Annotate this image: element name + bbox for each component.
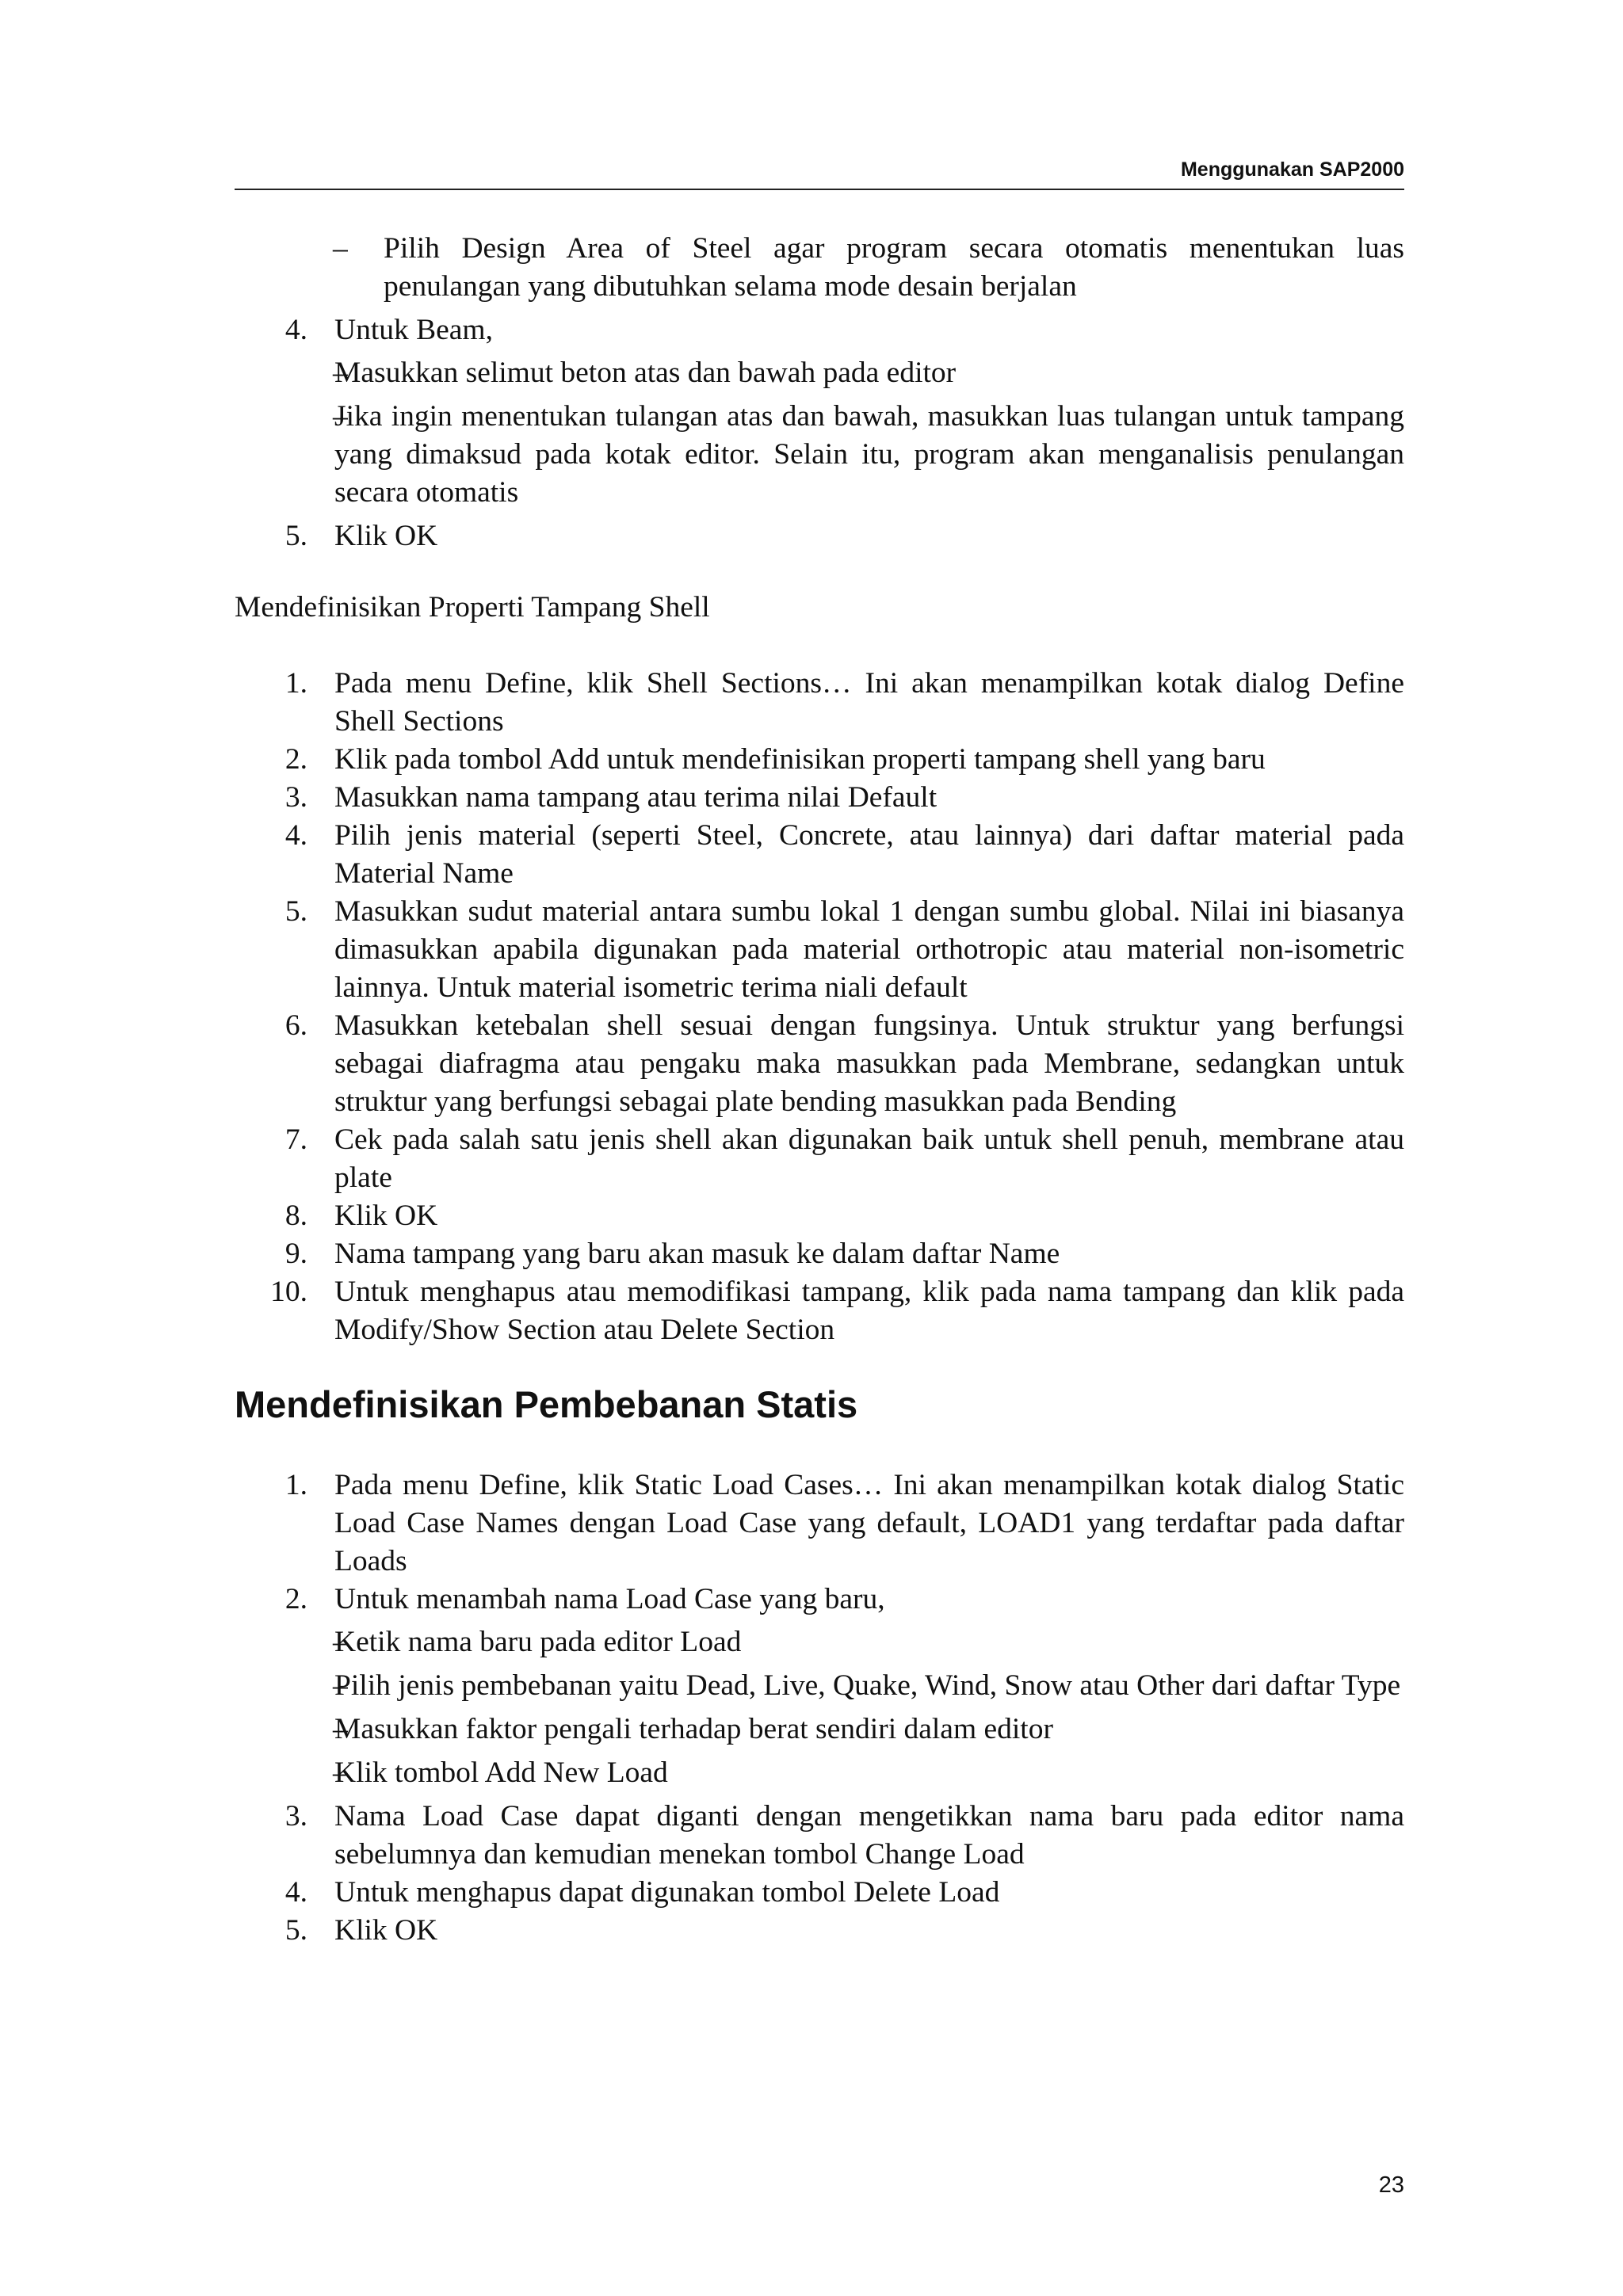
item-text: Masukkan ketebalan shell sesuai dengan fungsinya. Untuk struktur yang berfungsi sebagai diafragma atau pengaku maka masukkan pada Membrane, sedangkan untuk struktur yang berfungsi sebagai plate bending masukkan pada Bending [334,1009,1404,1118]
static-load-steps-list [235,1466,1404,1950]
item-number: 2. [285,1583,307,1615]
load-case-bullet-list [235,1623,1404,1792]
item-text: Klik pada tombol Add untuk mendefinisikan properti tampang shell yang baru [334,743,1266,776]
running-header: Menggunakan SAP2000 [1180,158,1404,181]
item-text: Pada menu Define, klik Shell Sections… Ini akan menampilkan kotak dialog Define Shell Sections [334,667,1404,738]
header-rule [235,189,1404,190]
item-number: 5. [285,895,307,928]
bullet-item: – Ketik nama baru pada editor Load [235,1623,1404,1661]
item-number: 9. [285,1238,307,1270]
continued-bullet-list [235,230,1404,306]
list-item [235,665,1404,741]
list-item [235,1466,1404,1581]
bullet-item: – Jika ingin menentukan tulangan atas dan bawah, masukkan luas tulangan untuk tampang yang dimaksud pada kotak editor. Selain itu, program akan menganalisis penulangan secara otomatis [235,398,1404,512]
beam-bullet-list [235,354,1404,512]
item-number: 4. [285,1876,307,1909]
list-item [235,741,1404,779]
list-item [235,1874,1404,1912]
list-item [235,1273,1404,1349]
list-item [235,1581,1404,1792]
item-number: 4. [285,819,307,852]
list-item [235,817,1404,893]
item-text: Klik OK [334,1914,438,1947]
bullet-item: – Klik tombol Add New Load [235,1754,1404,1792]
item-number: 5. [285,1914,307,1947]
item-text: Pada menu Define, klik Static Load Cases… Ini akan menampilkan kotak dialog Static Load Case Names dengan Load Case yang default, LOAD1 yang terdaftar pada daftar Loads [334,1469,1404,1577]
list-item [235,779,1404,817]
shell-section-subheading: Mendefinisikan Properti Tampang Shell [235,591,710,624]
item-text: Untuk Beam, [334,314,493,346]
list-item [235,1007,1404,1121]
item-number: 7. [285,1123,307,1156]
section-heading: Mendefinisikan Pembebanan Statis [235,1383,858,1425]
item-number: 4. [285,314,307,346]
page-body [235,230,1404,1950]
item-text: Cek pada salah satu jenis shell akan digunakan baik untuk shell penuh, membrane atau plate [334,1123,1404,1194]
list-item [235,1235,1404,1273]
item-text: Nama tampang yang baru akan masuk ke dalam daftar Name [334,1238,1060,1270]
list-item [235,1121,1404,1197]
list-item [235,1197,1404,1235]
item-number: 8. [285,1199,307,1232]
item-text: Klik OK [334,1199,438,1232]
item-text: Klik OK [334,520,438,552]
list-item [235,893,1404,1007]
item-text: Untuk menghapus dapat digunakan tombol Delete Load [334,1876,1000,1909]
page-number: 23 [1378,2172,1404,2198]
item-text: Nama Load Case dapat diganti dengan mengetikkan nama baru pada editor nama sebelumnya dan kemudian menekan tombol Change Load [334,1800,1404,1871]
item-number: 10. [270,1276,307,1308]
item-text: Pilih jenis material (seperti Steel, Concrete, atau lainnya) dari daftar material pada Material Name [334,819,1404,890]
item-text: Untuk menghapus atau memodifikasi tampang, klik pada nama tampang dan klik pada Modify/Show Section atau Delete Section [334,1276,1404,1346]
item-number: 6. [285,1009,307,1042]
item-text: Masukkan sudut material antara sumbu lokal 1 dengan sumbu global. Nilai ini biasanya dimasukkan apabila digunakan pada material orthotropic atau material non-isometric lainnya. Untuk material isometric terima niali default [334,895,1404,1004]
item-number: 3. [285,1800,307,1833]
item-number: 3. [285,781,307,814]
list-item [235,1912,1404,1950]
item-text: Untuk menambah nama Load Case yang baru, [334,1583,885,1615]
item-number: 1. [285,667,307,700]
continued-numbered-list [235,311,1404,555]
list-item [235,1798,1404,1874]
item-text: Masukkan nama tampang atau terima nilai Default [334,781,938,814]
list-item [235,517,1404,555]
list-item [235,311,1404,512]
item-number: 5. [285,520,307,552]
item-number: 2. [285,743,307,776]
bullet-item: – Pilih jenis pembebanan yaitu Dead, Live, Quake, Wind, Snow atau Other dari daftar Type [235,1667,1404,1705]
shell-steps-list [235,665,1404,1349]
bullet-item: – Masukkan selimut beton atas dan bawah pada editor [235,354,1404,392]
bullet-item: – Masukkan faktor pengali terhadap berat sendiri dalam editor [235,1711,1404,1749]
bullet-item: – Pilih Design Area of Steel agar program secara otomatis menentukan luas penulangan yang dibutuhkan selama mode desain berjalan [235,230,1404,306]
item-number: 1. [285,1469,307,1501]
